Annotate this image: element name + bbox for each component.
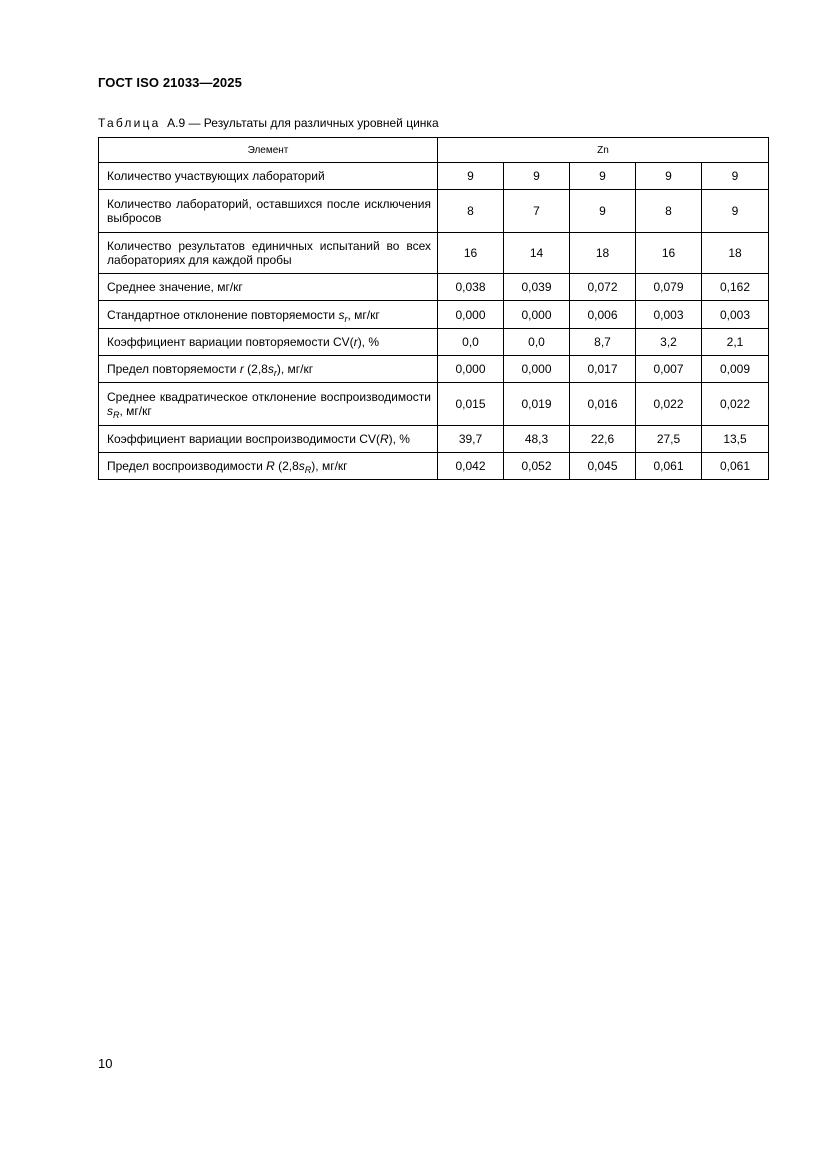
table-cell: 0,017	[570, 356, 636, 383]
row-label: Количество участвующих лабораторий	[99, 163, 438, 190]
table-cell: 0,022	[636, 383, 702, 426]
table-cell: 0,038	[438, 274, 504, 301]
caption-text: А.9 — Результаты для различных уровней цинка	[167, 116, 439, 130]
table-row	[99, 383, 769, 426]
table-cell: 0,022	[702, 383, 769, 426]
table-cell: 0,079	[636, 274, 702, 301]
table-cell: 0,015	[438, 383, 504, 426]
table-cell: 0,061	[636, 453, 702, 480]
row-label: Предел воспроизводимости R $(2,8s_R)$, мг/кг	[99, 453, 438, 480]
table-cell: 0,039	[504, 274, 570, 301]
table-cell: 2,1	[702, 329, 769, 356]
table-row	[99, 453, 769, 480]
table-caption	[98, 116, 439, 130]
table-cell: 0,052	[504, 453, 570, 480]
table-row	[99, 356, 769, 383]
table-cell: 9	[438, 163, 504, 190]
table-cell: 14	[504, 233, 570, 274]
table-cell: 8,7	[570, 329, 636, 356]
table-cell: 0,0	[438, 329, 504, 356]
caption-label: Таблица	[98, 116, 161, 130]
table-cell: 9	[636, 163, 702, 190]
table-row	[99, 426, 769, 453]
table-cell: 0,000	[504, 356, 570, 383]
table-cell: 0,061	[702, 453, 769, 480]
table-cell: 18	[570, 233, 636, 274]
table-cell: 9	[570, 190, 636, 233]
table-cell: 0,006	[570, 301, 636, 329]
page-number: 10	[98, 1056, 113, 1071]
table-cell: 39,7	[438, 426, 504, 453]
table-row	[99, 301, 769, 329]
table-row	[99, 274, 769, 301]
table-cell: 0,0	[504, 329, 570, 356]
table-cell: 13,5	[702, 426, 769, 453]
table-cell: 16	[438, 233, 504, 274]
table-cell: 3,2	[636, 329, 702, 356]
table-cell: 7	[504, 190, 570, 233]
table-row	[99, 233, 769, 274]
header-parameter: Элемент	[99, 138, 438, 163]
table-row	[99, 163, 769, 190]
row-label: Количество результатов единичных испытаний во всех лабораториях для каждой пробы	[99, 233, 438, 274]
row-label: Коэффициент вариации воспроизводимости CV(R), %	[99, 426, 438, 453]
row-label: Стандартное отклонение повторяемости $s_r$, мг/кг	[99, 301, 438, 329]
row-label: Среднее значение, мг/кг	[99, 274, 438, 301]
table-cell: 27,5	[636, 426, 702, 453]
table-cell: 22,6	[570, 426, 636, 453]
table-cell: 16	[636, 233, 702, 274]
row-label: Среднее квадратическое отклонение воспроизводимости $s_R$, мг/кг	[99, 383, 438, 426]
table-cell: 9	[702, 163, 769, 190]
table-cell: 0,042	[438, 453, 504, 480]
table-cell: 0,045	[570, 453, 636, 480]
table-header-row	[99, 138, 769, 163]
table-cell: 0,000	[438, 301, 504, 329]
header-element: Zn	[438, 138, 769, 163]
results-table	[98, 137, 769, 480]
table-cell: 9	[504, 163, 570, 190]
table-cell: 0,000	[504, 301, 570, 329]
table-cell: 9	[570, 163, 636, 190]
table-cell: 0,016	[570, 383, 636, 426]
row-label: Предел повторяемости r $(2,8s_r)$, мг/кг	[99, 356, 438, 383]
table-cell: 0,019	[504, 383, 570, 426]
table-cell: 48,3	[504, 426, 570, 453]
row-label: Количество лабораторий, оставшихся после исключения выбросов	[99, 190, 438, 233]
table-cell: 18	[702, 233, 769, 274]
table-cell: 0,003	[636, 301, 702, 329]
table-row	[99, 190, 769, 233]
table-cell: 0,009	[702, 356, 769, 383]
table-row	[99, 329, 769, 356]
row-label: Коэффициент вариации повторяемости CV(r), %	[99, 329, 438, 356]
document-header: ГОСТ ISO 21033—2025	[98, 75, 242, 90]
table-cell: 9	[702, 190, 769, 233]
table-cell: 0,072	[570, 274, 636, 301]
table-cell: 8	[438, 190, 504, 233]
table-cell: 0,007	[636, 356, 702, 383]
table-cell: 0,162	[702, 274, 769, 301]
table-cell: 8	[636, 190, 702, 233]
table-cell: 0,000	[438, 356, 504, 383]
table-cell: 0,003	[702, 301, 769, 329]
